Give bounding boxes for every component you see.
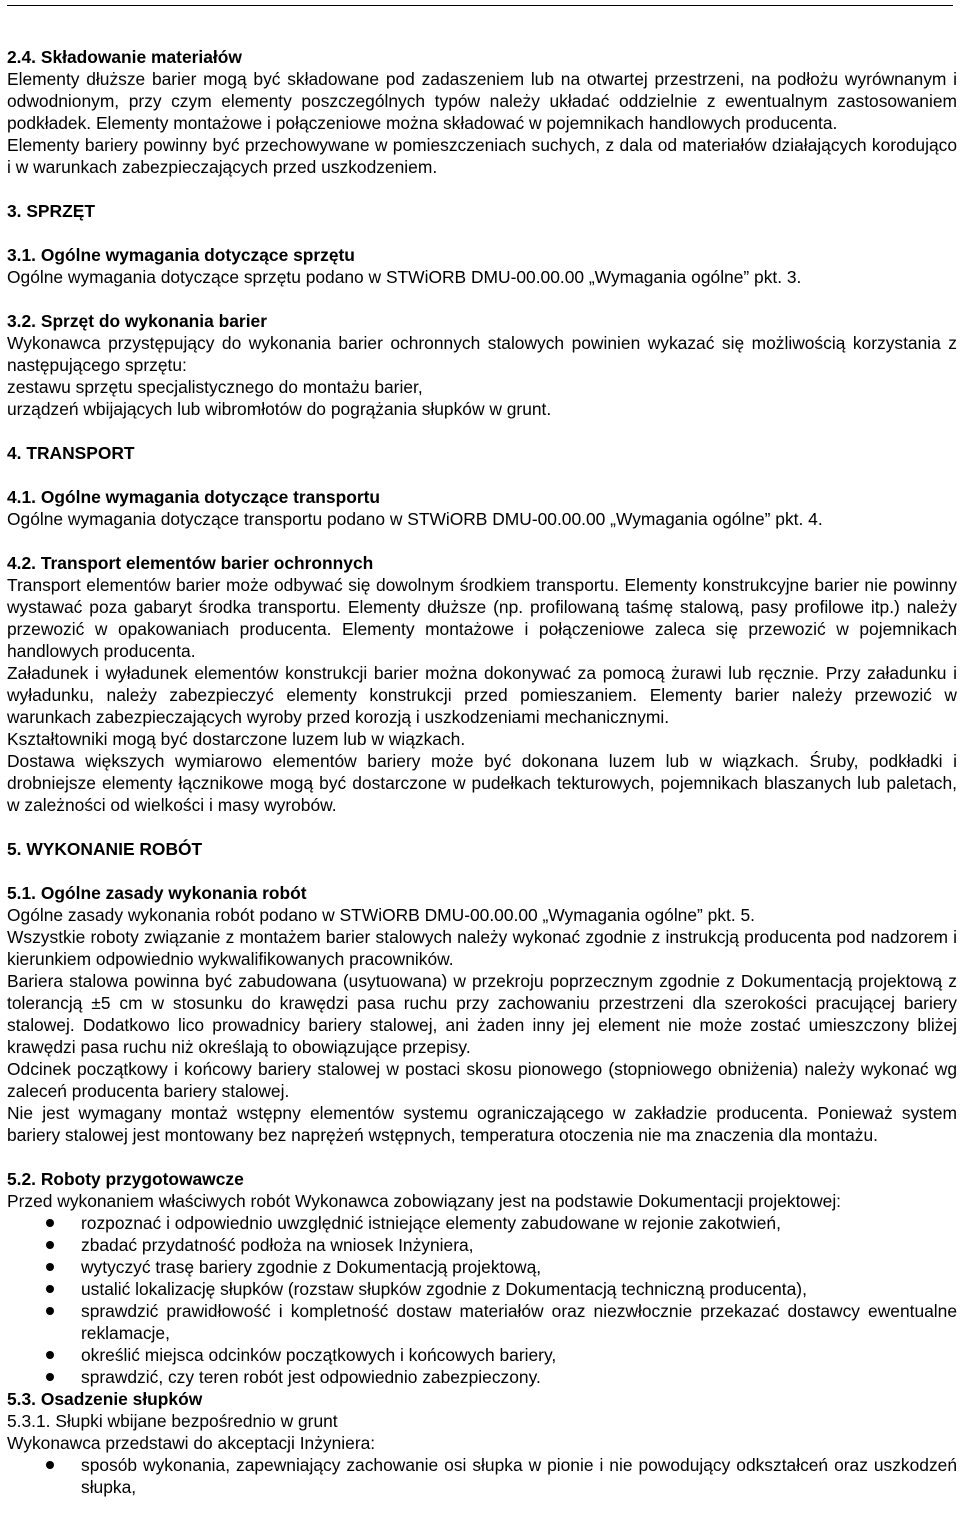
- section-5-1-heading: 5.1. Ogólne zasady wykonania robót: [7, 883, 307, 903]
- section-5-3-1-heading: 5.3.1. Słupki wbijane bezpośrednio w grunt: [7, 1411, 338, 1431]
- section-2-4-heading: 2.4. Składowanie materiałów: [7, 47, 242, 67]
- section-5-2-heading: 5.2. Roboty przygotowawcze: [7, 1169, 244, 1189]
- list-item: sprawdzić prawidłowość i kompletność dostaw materiałów oraz niezwłocznie przekazać dostawcy ewentualne reklamacje,: [7, 1300, 957, 1344]
- preparatory-works-list: [7, 1212, 957, 1388]
- acceptance-list: [7, 1454, 957, 1498]
- section-5-2-intro: Przed wykonaniem właściwych robót Wykonawca zobowiązany jest na podstawie Dokumentacji projektowej:: [7, 1191, 842, 1211]
- section-4-1-heading: 4.1. Ogólne wymagania dotyczące transportu: [7, 487, 381, 507]
- list-item: określić miejsca odcinków początkowych i końcowych bariery,: [7, 1344, 957, 1366]
- section-4-2-paragraph: Transport elementów barier może odbywać się dowolnym środkiem transportu. Elementy konstrukcyjne barier nie powinny wystawać poza gabaryt środka transportu. Elementy dłuższe (np. profilowaną taśmę stalową, pasy profilowe itp.) należy przewozić w opakowaniach producenta. Elementy montażowe i połączeniowe zaleca się przewozić w pojemnikach handlowych producenta.: [7, 575, 957, 661]
- section-5-1-paragraph: Odcinek początkowy i końcowy bariery stalowej w postaci skosu pionowego (stopniowego obniżenia) należy wykonać wg zaleceń producenta bariery stalowej.: [7, 1059, 957, 1101]
- section-4-1-text: Ogólne wymagania dotyczące transportu podano w STWiORB DMU-00.00.00 „Wymagania ogólne” pkt. 4.: [7, 509, 823, 529]
- section-5-3-1-intro: Wykonawca przedstawi do akceptacji Inżyniera:: [7, 1433, 376, 1453]
- section-3-1-text: Ogólne wymagania dotyczące sprzętu podano w STWiORB DMU-00.00.00 „Wymagania ogólne” pkt. 3.: [7, 267, 802, 287]
- header-rule: [7, 5, 953, 6]
- section-2-4-paragraph-2: Elementy bariery powinny być przechowywane w pomieszczeniach suchych, z dala od materiałów działających korodująco i w warunkach zabezpieczających przed uszkodzeniem.: [7, 135, 957, 177]
- list-item: sprawdzić, czy teren robót jest odpowiednio zabezpieczony.: [7, 1366, 957, 1388]
- section-3-heading: 3. SPRZĘT: [7, 201, 95, 221]
- list-item: wytyczyć trasę bariery zgodnie z Dokumentacją projektową,: [7, 1256, 957, 1278]
- list-item: rozpoznać i odpowiednio uwzględnić istniejące elementy zabudowane w rejonie zakotwień,: [7, 1212, 957, 1234]
- section-4-2-paragraph: Załadunek i wyładunek elementów konstrukcji barier można dokonywać za pomocą żurawi lub ręcznie. Przy załadunku i wyładunku, należy zabezpieczyć elementy konstrukcji przed pomieszaniem. Elementy barier należy przewozić w warunkach zabezpieczających wyroby przed korozją i uszkodzeniami mechanicznymi.: [7, 663, 957, 727]
- section-5-heading: 5. WYKONANIE ROBÓT: [7, 839, 203, 859]
- section-3-2-line: urządzeń wbijających lub wibromłotów do pogrążania słupków w grunt.: [7, 399, 552, 419]
- section-2-4-paragraph-1: Elementy dłuższe barier mogą być składowane pod zadaszeniem lub na otwartej przestrzeni, na podłożu wyrównanym i odwodnionym, przy czym elementy poszczególnych typów należy układać oddzielnie z ewentualnym zastosowaniem podkładek. Elementy montażowe i połączeniowe można składować w pojemnikach handlowych producenta.: [7, 69, 957, 133]
- section-4-2-heading: 4.2. Transport elementów barier ochronnych: [7, 553, 374, 573]
- section-5-1-paragraph: Wszystkie roboty związanie z montażem barier stalowych należy wykonać zgodnie z instrukcją producenta pod nadzorem i kierunkiem odpowiednio wykwalifikowanych pracowników.: [7, 927, 957, 969]
- section-4-2-paragraph: Kształtowniki mogą być dostarczone luzem lub w wiązkach.: [7, 729, 466, 749]
- section-5-3-heading: 5.3. Osadzenie słupków: [7, 1389, 203, 1409]
- section-3-1-heading: 3.1. Ogólne wymagania dotyczące sprzętu: [7, 245, 355, 265]
- section-5-1-paragraph: Nie jest wymagany montaż wstępny elementów systemu ograniczającego w zakładzie producenta. Ponieważ system bariery stalowej jest montowany bez naprężeń wstępnych, temperatura otoczenia nie ma znaczenia dla montażu.: [7, 1103, 957, 1145]
- list-item: ustalić lokalizację słupków (rozstaw słupków zgodnie z Dokumentacją techniczną producenta),: [7, 1278, 957, 1300]
- section-5-1-paragraph: Ogólne zasady wykonania robót podano w STWiORB DMU-00.00.00 „Wymagania ogólne” pkt. 5.: [7, 905, 756, 925]
- section-3-2-heading: 3.2. Sprzęt do wykonania barier: [7, 311, 267, 331]
- list-item: zbadać przydatność podłoża na wniosek Inżyniera,: [7, 1234, 957, 1256]
- section-3-2-line: zestawu sprzętu specjalistycznego do montażu barier,: [7, 377, 423, 397]
- section-5-1-paragraph: Bariera stalowa powinna być zabudowana (usytuowana) w przekroju poprzecznym zgodnie z Dokumentacją projektową z tolerancją ±5 cm w stosunku do krawędzi pasa ruchu przy zachowaniu przestrzeni dla szerokości pracującej bariery stalowej. Dodatkowo lico prowadnicy bariery stalowej, ani żaden inny jej element nie może zostać umieszczony bliżej krawędzi pasa ruchu niż określają to obowiązujące przepisy.: [7, 971, 957, 1057]
- list-item: sposób wykonania, zapewniający zachowanie osi słupka w pionie i nie powodujący odkształceń oraz uszkodzeń słupka,: [7, 1454, 957, 1498]
- document-page: [7, 46, 957, 1498]
- section-4-2-paragraph: Dostawa większych wymiarowo elementów bariery może być dokonana luzem lub w wiązkach. Śruby, podkładki i drobniejsze elementy łącznikowe mogą być dostarczone w pudełkach tekturowych, pojemnikach blaszanych lub paletach, w zależności od wielkości i masy wyrobów.: [7, 751, 957, 815]
- section-3-2-line: Wykonawca przystępujący do wykonania barier ochronnych stalowych powinien wykazać się możliwością korzystania z następującego sprzętu:: [7, 333, 957, 375]
- section-4-heading: 4. TRANSPORT: [7, 443, 135, 463]
